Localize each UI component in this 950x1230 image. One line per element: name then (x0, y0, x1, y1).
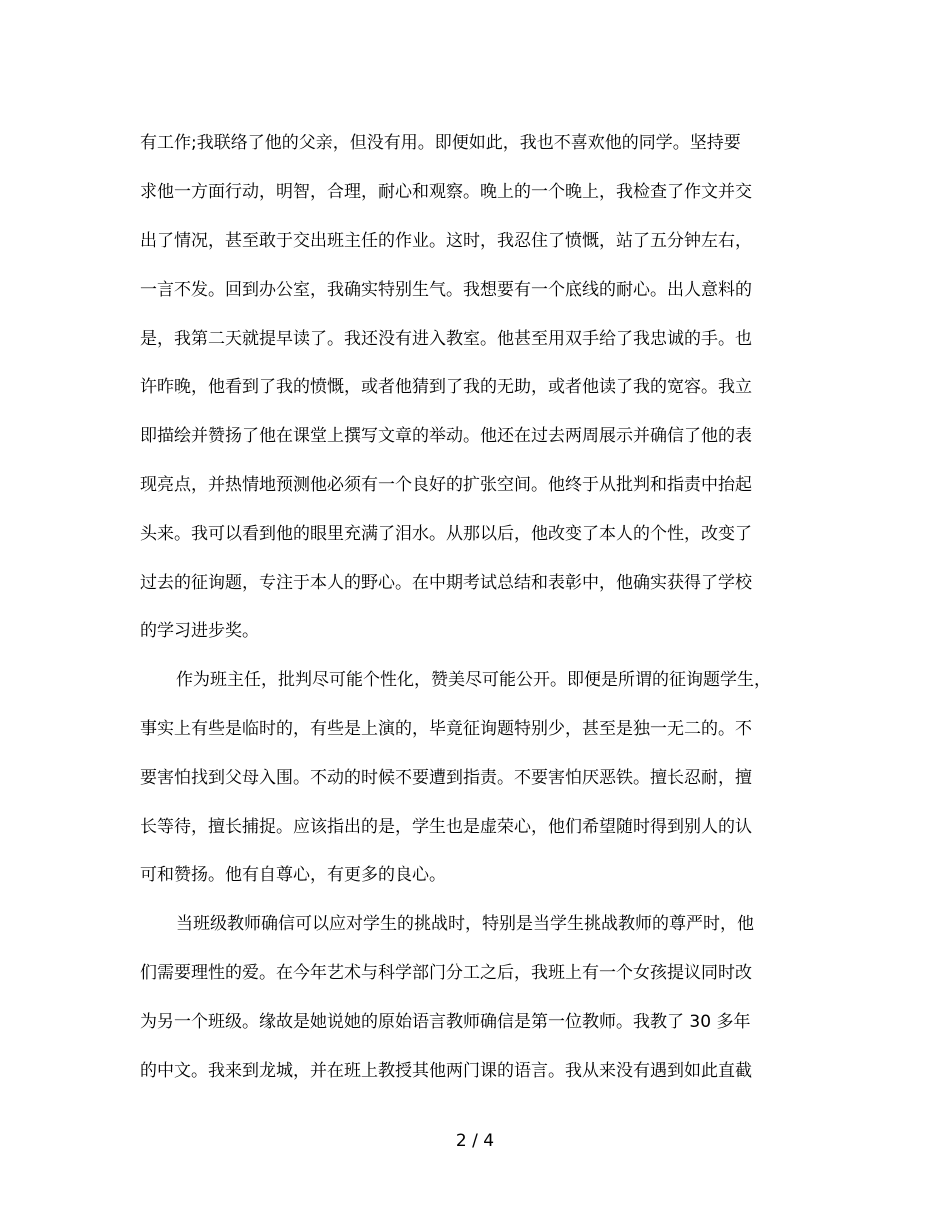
text-line: 要害怕找到父母入围。不动的时候不要遭到指责。不要害怕厌恶铁。擅长忍耐，擅 (140, 768, 752, 788)
text-line: 可和赞扬。他有自尊心，有更多的良心。 (140, 865, 446, 885)
text-line: 过去的征询题，专注于本人的野心。在中期考试总结和表彰中，他确实获得了学校 (140, 573, 752, 593)
paragraph-first-line: 作为班主任，批判尽可能个性化，赞美尽可能公开。即便是所谓的征询题学生， (176, 670, 771, 690)
paragraph-first-line: 当班级教师确信可以应对学生的挑战时，特别是当学生挑战教师的尊严时，他 (176, 914, 754, 934)
text-line: 事实上有些是临时的，有些是上演的，毕竟征询题特别少，甚至是独一无二的。不 (140, 719, 752, 739)
text-line: 的学习进步奖。 (140, 621, 259, 641)
text-line: 头来。我可以看到他的眼里充满了泪水。从那以后，他改变了本人的个性，改变了 (140, 524, 752, 544)
text-line: 求他一方面行动，明智，合理，耐心和观察。晚上的一个晚上，我检查了作文并交 (140, 182, 752, 202)
text-line: 即描绘并赞扬了他在课堂上撰写文章的举动。他还在过去两周展示并确信了他的表 (140, 426, 752, 446)
page-number: 2 / 4 (455, 1131, 495, 1151)
text-line: 是，我第二天就提早读了。我还没有进入教室。他甚至用双手给了我忠诚的手。也 (140, 329, 752, 349)
text-line: 有工作;我联络了他的父亲，但没有用。即便如此，我也不喜欢他的同学。坚持要 (140, 133, 741, 153)
text-line: 们需要理性的爱。在今年艺术与科学部门分工之后，我班上有一个女孩提议同时改 (140, 963, 752, 983)
text-line: 现亮点，并热情地预测他必须有一个良好的扩张空间。他终于从批判和指责中抬起 (140, 475, 752, 495)
text-line: 为另一个班级。缘故是她说她的原始语言教师确信是第一位教师。我教了 30 多年 (140, 1012, 751, 1032)
text-line: 出了情况，甚至敢于交出班主任的作业。这时，我忍住了愤慨，站了五分钟左右， (140, 231, 752, 251)
text-line: 一言不发。回到办公室，我确实特别生气。我想要有一个底线的耐心。出人意料的 (140, 280, 752, 300)
text-line: 的中文。我来到龙城，并在班上教授其他两门课的语言。我从来没有遇到如此直截 (140, 1061, 752, 1081)
text-line: 长等待，擅长捕捉。应该指出的是，学生也是虚荣心，他们希望随时得到别人的认 (140, 817, 752, 837)
text-line: 许昨晚，他看到了我的愤慨，或者他猜到了我的无助，或者他读了我的宽容。我立 (140, 377, 752, 397)
